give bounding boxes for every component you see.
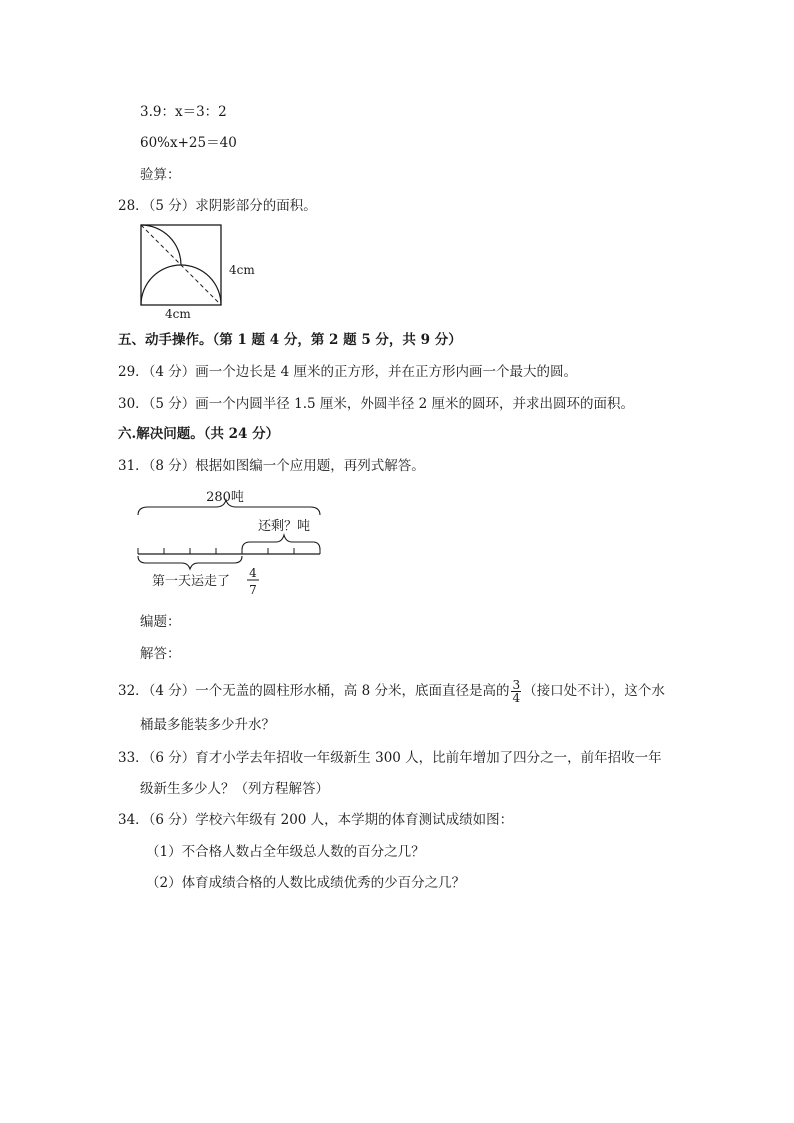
line-segment-diagram (130, 484, 330, 600)
first-day-label: 第一天运走了 (152, 574, 231, 589)
question-33: 33．（6 分）育才小学去年招收一年级新生 300 人，比前年增加了四分之一，前年招收一年 (118, 750, 662, 766)
square-bottom-label: 4cm (165, 307, 191, 321)
question-32-text-b: （接口处不计），这个水 (523, 683, 665, 699)
question-34: 34．（6 分）学校六年级有 200 人，本学期的体育测试成绩如图： (118, 812, 514, 828)
check-label: 验算： (140, 167, 181, 183)
question-30: 30．（5 分）画一个内圆半径 1.5 厘米，外圆半径 2 厘米的圆环，并求出圆环的面积。 (118, 396, 635, 412)
question-32-continued: 桶最多能装多少升水？ (140, 717, 275, 733)
question-31: 31．（8 分）根据如图编一个应用题，再列式解答。 (118, 458, 425, 474)
shaded-area-figure (140, 224, 230, 308)
question-34-part-1: （1）不合格人数占全年级总人数的百分之几？ (146, 844, 425, 860)
square-side-label: 4cm (229, 263, 255, 277)
question-32 (118, 679, 665, 704)
equation-2: 60%x+25＝40 (140, 135, 237, 151)
question-28: 28．（5 分）求阴影部分的面积。 (118, 198, 317, 214)
question-33-continued: 级新生多少人？（列方程解答） (140, 781, 329, 797)
fraction-numerator: 3 (512, 678, 521, 692)
fraction-denominator: 7 (249, 583, 257, 597)
fraction-denominator: 4 (512, 691, 521, 705)
fraction-numerator: 4 (249, 566, 257, 580)
total-label: 280吨 (206, 490, 244, 505)
equation-1: 3.9：x＝3：2 (140, 104, 227, 120)
section-6-heading: 六.解决问题。（共 24 分） (118, 426, 280, 442)
section-5-heading: 五、动手操作。（第 1 题 4 分，第 2 题 5 分，共 9 分） (118, 332, 462, 348)
height-fraction (511, 679, 521, 704)
question-29: 29．（4 分）画一个边长是 4 厘米的正方形，并在正方形内画一个最大的圆。 (118, 364, 577, 380)
compose-label: 编题： (140, 614, 181, 630)
answer-label: 解答： (140, 646, 181, 662)
remaining-label: 还剩？吨 (257, 519, 311, 534)
question-32-text-a: 32．（4 分）一个无盖的圆柱形水桶，高 8 分米，底面直径是高的 (118, 683, 510, 699)
question-34-part-2: （2）体育成绩合格的人数比成绩优秀的少百分之几？ (146, 875, 466, 891)
